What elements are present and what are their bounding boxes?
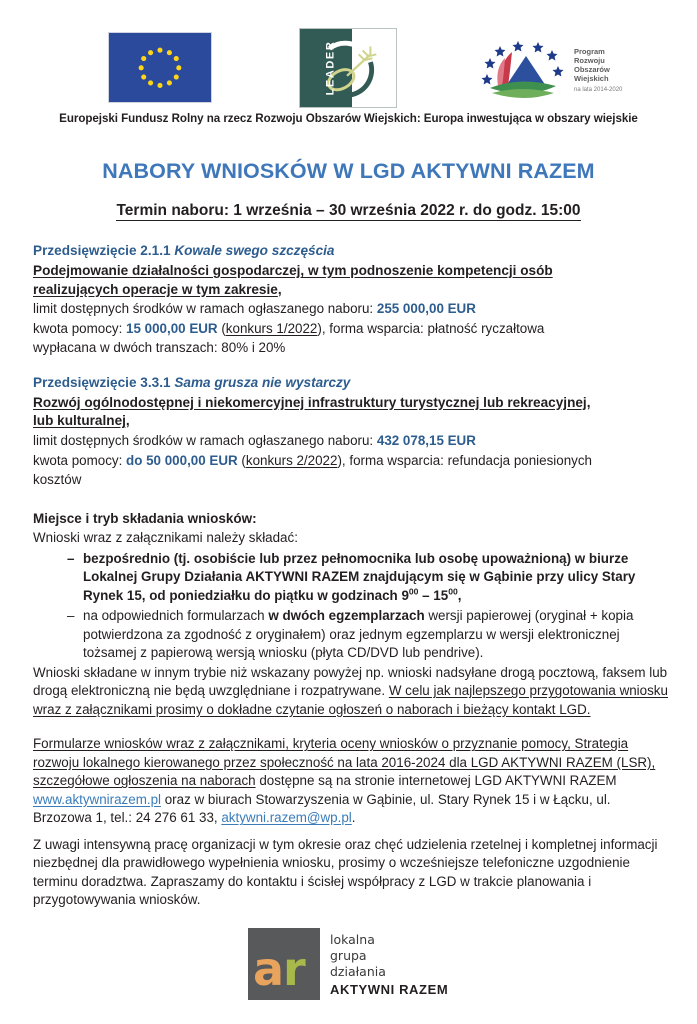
lgd-logo-mark-r: r bbox=[283, 942, 305, 996]
document-body bbox=[33, 242, 670, 910]
section-2-1-1-aid-line2: wypłacana w dwóch transzach: 80% i 20% bbox=[33, 340, 286, 356]
submission-bullet-forms bbox=[67, 607, 670, 663]
closing-paragraph: Z uwagi intensywną pracę organizacji w tym okresie oraz chęć udzielenia rzetelnej i kompletnej informacji niezbędnej dla prawidłowego wypełnienia wniosku, prosimy o wcześniejsze telefoniczne uzgodnienie terminu doradztwa. Zapraszamy do kontaktu i ścisłej współpracy z LGD w trakcie planowania i przygotowywania wniosków. bbox=[33, 836, 658, 908]
section-2-1-1-subtitle-line2: realizujących operacje w tym zakresie bbox=[33, 281, 278, 297]
section-3-3-1-limit bbox=[33, 432, 670, 451]
section-3-3-1 bbox=[33, 374, 670, 490]
svg-text:Obszarów: Obszarów bbox=[574, 65, 610, 74]
section-3-3-1-aid-value: do 50 000,00 EUR bbox=[126, 452, 238, 468]
lgd-logo-text bbox=[330, 932, 386, 980]
resources-section bbox=[33, 735, 670, 828]
section-divider-1 bbox=[33, 358, 670, 374]
section-2-1-1-limit-label: limit dostępnych środków w ramach ogłaszanego naboru: bbox=[33, 301, 377, 317]
section-2-1-1-subtitle-tail: , bbox=[277, 281, 282, 297]
submission-open-hour-sup: 00 bbox=[408, 586, 419, 597]
section-3-3-1-aid-label: kwota pomocy: bbox=[33, 452, 127, 468]
leader-logo-artwork bbox=[300, 29, 396, 107]
submission-close-hour-sup: 00 bbox=[448, 586, 458, 597]
section-2-1-1-limit-value: 255 000,00 EUR bbox=[376, 301, 476, 317]
website-link[interactable]: www.aktywnirazem.pl bbox=[33, 791, 161, 807]
section-3-3-1-limit-value: 432 078,15 EUR bbox=[376, 433, 476, 448]
submission-bullet-forms-post: wersji papierowej (oryginał + kopia potwierdzona za zgodność z oryginałem) oraz jednym egzemplarzu w wersji elektronicznej tożsamej z papierową wersją wniosku (płyta CD/DVD lub pendrive). bbox=[83, 608, 634, 661]
eu-stars-ring bbox=[109, 33, 211, 103]
section-3-3-1-aid-line2: kosztów bbox=[33, 472, 82, 487]
submission-note bbox=[33, 664, 670, 720]
svg-text:Wiejskich: Wiejskich bbox=[574, 74, 609, 83]
prow-logo-artwork bbox=[478, 36, 638, 104]
section-2-1-1-subtitle bbox=[33, 262, 670, 300]
section-2-1-1-subtitle-line1: Podejmowanie działalności gospodarczej, w tym podnoszenie kompetencji osób bbox=[33, 262, 553, 278]
deadline-notice bbox=[0, 202, 697, 220]
eu-flag-logo bbox=[108, 32, 212, 103]
section-2-1-1-aid-after: ), forma wsparcia: płatność ryczałtowa bbox=[317, 320, 545, 336]
section-2-1-1-heading-prefix: Przedsięwzięcie 2.1.1 bbox=[33, 243, 175, 258]
section-3-3-1-heading-italic: Sama grusza nie wystarczy bbox=[174, 374, 351, 390]
submission-bullet-list bbox=[33, 550, 670, 663]
submission-bullet-forms-pre: na odpowiednich formularzach bbox=[83, 608, 269, 624]
resources-text-1: dostępne są na stronie internetowej LGD AKTYWNI RAZEM bbox=[255, 773, 617, 789]
section-divider-2 bbox=[33, 490, 670, 510]
email-link[interactable]: aktywni.razem@wp.pl bbox=[221, 810, 352, 826]
section-3-3-1-competition: konkurs 2/2022 bbox=[245, 452, 338, 468]
section-3-3-1-subtitle-line1: Rozwój ogólnodostępnej i niekomercyjnej infrastruktury turystycznej lub rekreacyjnej, bbox=[33, 394, 591, 410]
section-2-1-1-heading-italic: Kowale swego szczęścia bbox=[174, 243, 335, 258]
section-3-3-1-limit-label: limit dostępnych środków w ramach ogłaszanego naboru: bbox=[33, 433, 377, 448]
svg-text:na lata 2014-2020: na lata 2014-2020 bbox=[574, 87, 623, 93]
submission-hour-dash: – 15 bbox=[418, 587, 449, 603]
lgd-aktywni-razem-logo bbox=[248, 928, 458, 1016]
svg-text:Program: Program bbox=[574, 47, 605, 56]
section-3-3-1-subtitle-line2: lub kulturalnej bbox=[33, 413, 126, 429]
lgd-logo-mark bbox=[253, 942, 305, 996]
resources-text-2: oraz w biurach Stowarzyszenia w Gąbinie, ul. Stary Rynek 15 i w Łącku, ul. Brzozowa 1, tel.: 24 276 61 33, bbox=[33, 791, 611, 826]
lgd-logo-mark-a: a bbox=[253, 942, 284, 996]
submission-intro: Wnioski wraz z załącznikami należy składać: bbox=[33, 530, 298, 546]
submission-bullet-in-person bbox=[67, 550, 670, 606]
section-3-3-1-heading bbox=[33, 374, 670, 393]
lgd-logo-line-1: lokalna bbox=[330, 932, 375, 947]
leader-logo bbox=[299, 28, 397, 108]
lgd-logo-line-3: działania bbox=[330, 964, 386, 979]
section-3-3-1-subtitle bbox=[33, 394, 670, 432]
deadline-text: Termin naboru: 1 września – 30 września 2022 r. do godz. 15:00 bbox=[116, 202, 581, 219]
section-3-3-1-subtitle-tail: , bbox=[125, 413, 130, 429]
section-2-1-1-aid bbox=[33, 320, 670, 339]
page-title: NABORY WNIOSKÓW W LGD AKTYWNI RAZEM bbox=[102, 159, 595, 183]
submission-bullet-in-person-tail: , bbox=[457, 587, 462, 603]
submission-note-underlined: W celu jak najlepszego przygotowania wniosku wraz z załącznikami prosimy o dokładne czytanie ogłoszeń o naborach i bieżący kontakt LGD. bbox=[33, 683, 668, 717]
submission-bullet-in-person-text: bezpośrednio (tj. osobiście lub przez pełnomocnika lub osobę upoważnioną) w biurze Lokalnej Grupy Działania AKTYWNI RAZEM znajdującym się w Gąbinie przy ulicy Stary Rynek 15, od poniedziałku do piątku w godzinach 9 bbox=[83, 550, 636, 603]
section-3-3-1-heading-prefix: Przedsięwzięcie 3.3.1 bbox=[33, 374, 175, 390]
submission-note-plain: Wnioski składane w innym trybie niż wskazany powyżej np. wnioski nadsyłane drogą pocztową, faksem lub drogą elektroniczną nie będą uwzględniane i rozpatrywane. bbox=[33, 664, 668, 699]
resources-underlined-text: Formularze wniosków wraz z załącznikami, kryteria oceny wniosków o przyznanie pomocy, Strategia rozwoju lokalnego kierowanego przez społeczność na lata 2016-2024 dla LGD AKTYWNI RAZEM (LSR), szczegółowe ogłoszenia na naborach bbox=[33, 736, 656, 789]
lgd-logo-brand: AKTYWNI RAZEM bbox=[330, 982, 449, 997]
section-2-1-1-aid-label: kwota pomocy: bbox=[33, 320, 127, 336]
section-divider-4 bbox=[33, 828, 670, 836]
section-divider-3 bbox=[33, 719, 670, 735]
leader-logo-wordmark: LEADER bbox=[324, 40, 337, 96]
resources-text-3: . bbox=[351, 810, 356, 826]
svg-text:Rozwoju: Rozwoju bbox=[574, 56, 605, 65]
lgd-logo-line-2: grupa bbox=[330, 948, 367, 963]
submission-bullet-forms-bold: w dwóch egzemplarzach bbox=[268, 608, 425, 624]
section-2-1-1-heading bbox=[33, 242, 670, 261]
eu-funding-caption: Europejski Fundusz Rolny na rzecz Rozwoju Obszarów Wiejskich: Europa inwestująca w obszary wiejskie bbox=[59, 112, 638, 125]
section-3-3-1-aid bbox=[33, 452, 670, 471]
prow-logo bbox=[478, 36, 638, 104]
section-2-1-1-aid-mid: ( bbox=[217, 320, 226, 336]
section-3-3-1-aid-after: ), forma wsparcia: refundacja poniesionych bbox=[337, 452, 592, 468]
header-logo-strip bbox=[0, 14, 697, 106]
submission-section bbox=[33, 510, 670, 720]
section-2-1-1-aid-value: 15 000,00 EUR bbox=[126, 320, 218, 336]
section-2-1-1 bbox=[33, 242, 670, 358]
section-2-1-1-limit bbox=[33, 300, 670, 319]
section-3-3-1-aid-mid: ( bbox=[237, 452, 246, 468]
section-2-1-1-competition: konkurs 1/2022 bbox=[225, 320, 318, 336]
submission-heading: Miejsce i tryb składania wniosków: bbox=[33, 510, 257, 526]
